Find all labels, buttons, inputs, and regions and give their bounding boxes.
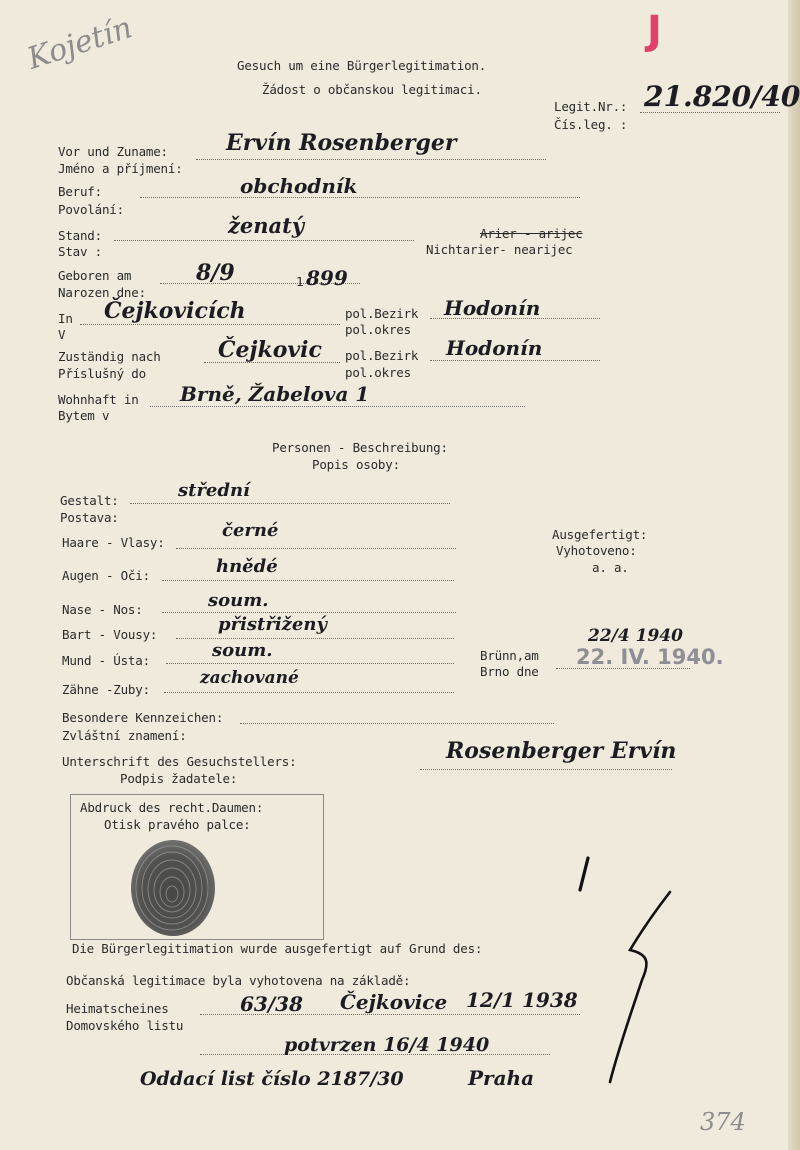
- page-number: 374: [700, 1108, 746, 1136]
- basis-doc-cs: Domovského listu: [66, 1018, 184, 1033]
- issued-place-de: Brünn,am: [480, 648, 539, 663]
- name-label-cs: Jméno a příjmení:: [58, 161, 183, 176]
- zustaendig-label-cs: Příslušný do: [58, 366, 146, 381]
- in-bezirk-cs: pol.okres: [345, 322, 411, 337]
- haare-line: [176, 548, 456, 549]
- title-cs: Žádost o občanskou legitimaci.: [262, 82, 482, 97]
- signature-label-de: Unterschrift des Gesuchstellers:: [62, 754, 297, 769]
- zaehne-label: Zähne -Zuby:: [62, 682, 150, 697]
- mund-label: Mund - Ústa:: [62, 653, 150, 668]
- beruf-value: obchodník: [240, 174, 358, 198]
- bart-value: přistřižený: [218, 614, 327, 635]
- stand-line: [114, 240, 414, 241]
- augen-value: hnědé: [216, 556, 278, 577]
- description-heading-de: Personen - Beschreibung:: [272, 440, 448, 455]
- pencil-note: Kojetín: [23, 10, 137, 77]
- birth-district: Hodonín: [444, 296, 541, 320]
- legit-label-de: Legit.Nr.:: [554, 99, 628, 114]
- issued-place-cs: Brno dne: [480, 664, 539, 679]
- nase-value: soum.: [208, 590, 269, 611]
- doc-number: 63/38: [240, 992, 303, 1016]
- signature-label-cs: Podpis žadatele:: [120, 771, 238, 786]
- basis-label-de: Die Bürgerlegitimation wurde ausgefertigt auf Grund des:: [72, 941, 483, 956]
- issued-aa: a. a.: [592, 560, 629, 575]
- kennzeichen-line: [240, 723, 554, 724]
- arier-label: Arier - arijec: [480, 226, 583, 241]
- legit-label-cs: Čís.leg. :: [554, 117, 628, 132]
- stand-value: ženatý: [228, 213, 305, 238]
- kennzeichen-label-cs: Zvláštní znamení:: [62, 728, 187, 743]
- wohnhaft-label-cs: Bytem v: [58, 408, 110, 423]
- birth-date: 8/9: [196, 260, 235, 286]
- bart-line: [176, 638, 454, 639]
- augen-label: Augen - Oči:: [62, 568, 150, 583]
- in-label-de: In: [58, 311, 73, 326]
- mund-line: [166, 663, 454, 664]
- gestalt-value: střední: [178, 480, 250, 501]
- nase-line: [162, 612, 456, 613]
- paper-edge: [788, 0, 800, 1150]
- nichtarier-label: Nichtarier- nearijec: [426, 242, 573, 257]
- zustaendig-bezirk-cs: pol.okres: [345, 365, 411, 380]
- basis-doc-de: Heimatscheines: [66, 1001, 169, 1016]
- geboren-label-cs: Narozen dne:: [58, 285, 146, 300]
- zaehne-value: zachované: [200, 668, 299, 688]
- zustaendig-bezirk-line: [430, 360, 600, 361]
- issued-date-hand: 22/4 1940: [588, 626, 683, 646]
- kennzeichen-label-de: Besondere Kennzeichen:: [62, 710, 224, 725]
- gestalt-label-cs: Postava:: [60, 510, 119, 525]
- name-line: [196, 159, 546, 160]
- wohnhaft-label-de: Wohnhaft in: [58, 392, 139, 407]
- in-line: [80, 324, 340, 325]
- doc-date: 12/1 1938: [466, 988, 578, 1012]
- haare-value: černé: [222, 520, 279, 541]
- basis-label-cs: Občanská legitimace byla vyhotovena na základě:: [66, 973, 411, 988]
- official-signature: [570, 850, 690, 1090]
- stand-label-de: Stand:: [58, 228, 102, 243]
- zaehne-line: [164, 692, 454, 693]
- issued-date-stamp: 22. IV. 1940.: [576, 645, 724, 669]
- birth-year-print: 1: [296, 274, 304, 289]
- birth-year-hand: 899: [306, 266, 348, 290]
- in-bezirk-de: pol.Bezirk: [345, 306, 419, 321]
- name-label-de: Vor und Zuname:: [58, 144, 168, 159]
- zustaendig-bezirk-de: pol.Bezirk: [345, 348, 419, 363]
- thumb-label-de: Abdruck des recht.Daumen:: [80, 800, 264, 815]
- gestalt-line: [130, 503, 450, 504]
- red-j-mark: J: [647, 8, 662, 54]
- thumb-label-cs: Otisk pravého palce:: [104, 817, 251, 832]
- marriage-place: Praha: [468, 1066, 535, 1090]
- stand-label-cs: Stav :: [58, 244, 102, 259]
- wohnhaft-line: [150, 406, 525, 407]
- residence: Brně, Žabelova 1: [180, 382, 370, 406]
- nase-label: Nase - Nos:: [62, 602, 143, 617]
- domicile-district: Hodonín: [446, 336, 543, 360]
- geboren-label-de: Geboren am: [58, 268, 132, 283]
- beruf-label-de: Beruf:: [58, 184, 102, 199]
- zustaendig-label-de: Zuständig nach: [58, 349, 161, 364]
- issued-label-cs: Vyhotoveno:: [556, 543, 637, 558]
- birth-place: Čejkovicích: [104, 298, 246, 324]
- gestalt-label-de: Gestalt:: [60, 493, 119, 508]
- beruf-line: [140, 197, 580, 198]
- name-value: Ervín Rosenberger: [226, 130, 457, 156]
- beruf-label-cs: Povolání:: [58, 202, 124, 217]
- haare-label: Haare - Vlasy:: [62, 535, 165, 550]
- description-heading-cs: Popis osoby:: [312, 457, 400, 472]
- legit-number: 21.820/40: [644, 80, 800, 113]
- title-de: Gesuch um eine Bürgerlegitimation.: [237, 58, 487, 73]
- doc-place: Čejkovice: [340, 990, 448, 1014]
- signature-line: [420, 769, 672, 770]
- issued-label-de: Ausgefertigt:: [552, 527, 648, 542]
- doc-confirmed: potvrzen 16/4 1940: [284, 1034, 490, 1056]
- marriage-certificate: Oddací list číslo 2187/30: [140, 1068, 404, 1090]
- thumbprint-image: [128, 836, 218, 938]
- in-label-cs: V: [58, 327, 66, 342]
- mund-value: soum.: [212, 640, 273, 661]
- domicile-place: Čejkovic: [218, 337, 322, 363]
- applicant-signature: Rosenberger Ervín: [446, 738, 677, 764]
- augen-line: [162, 580, 454, 581]
- bart-label: Bart - Vousy:: [62, 627, 158, 642]
